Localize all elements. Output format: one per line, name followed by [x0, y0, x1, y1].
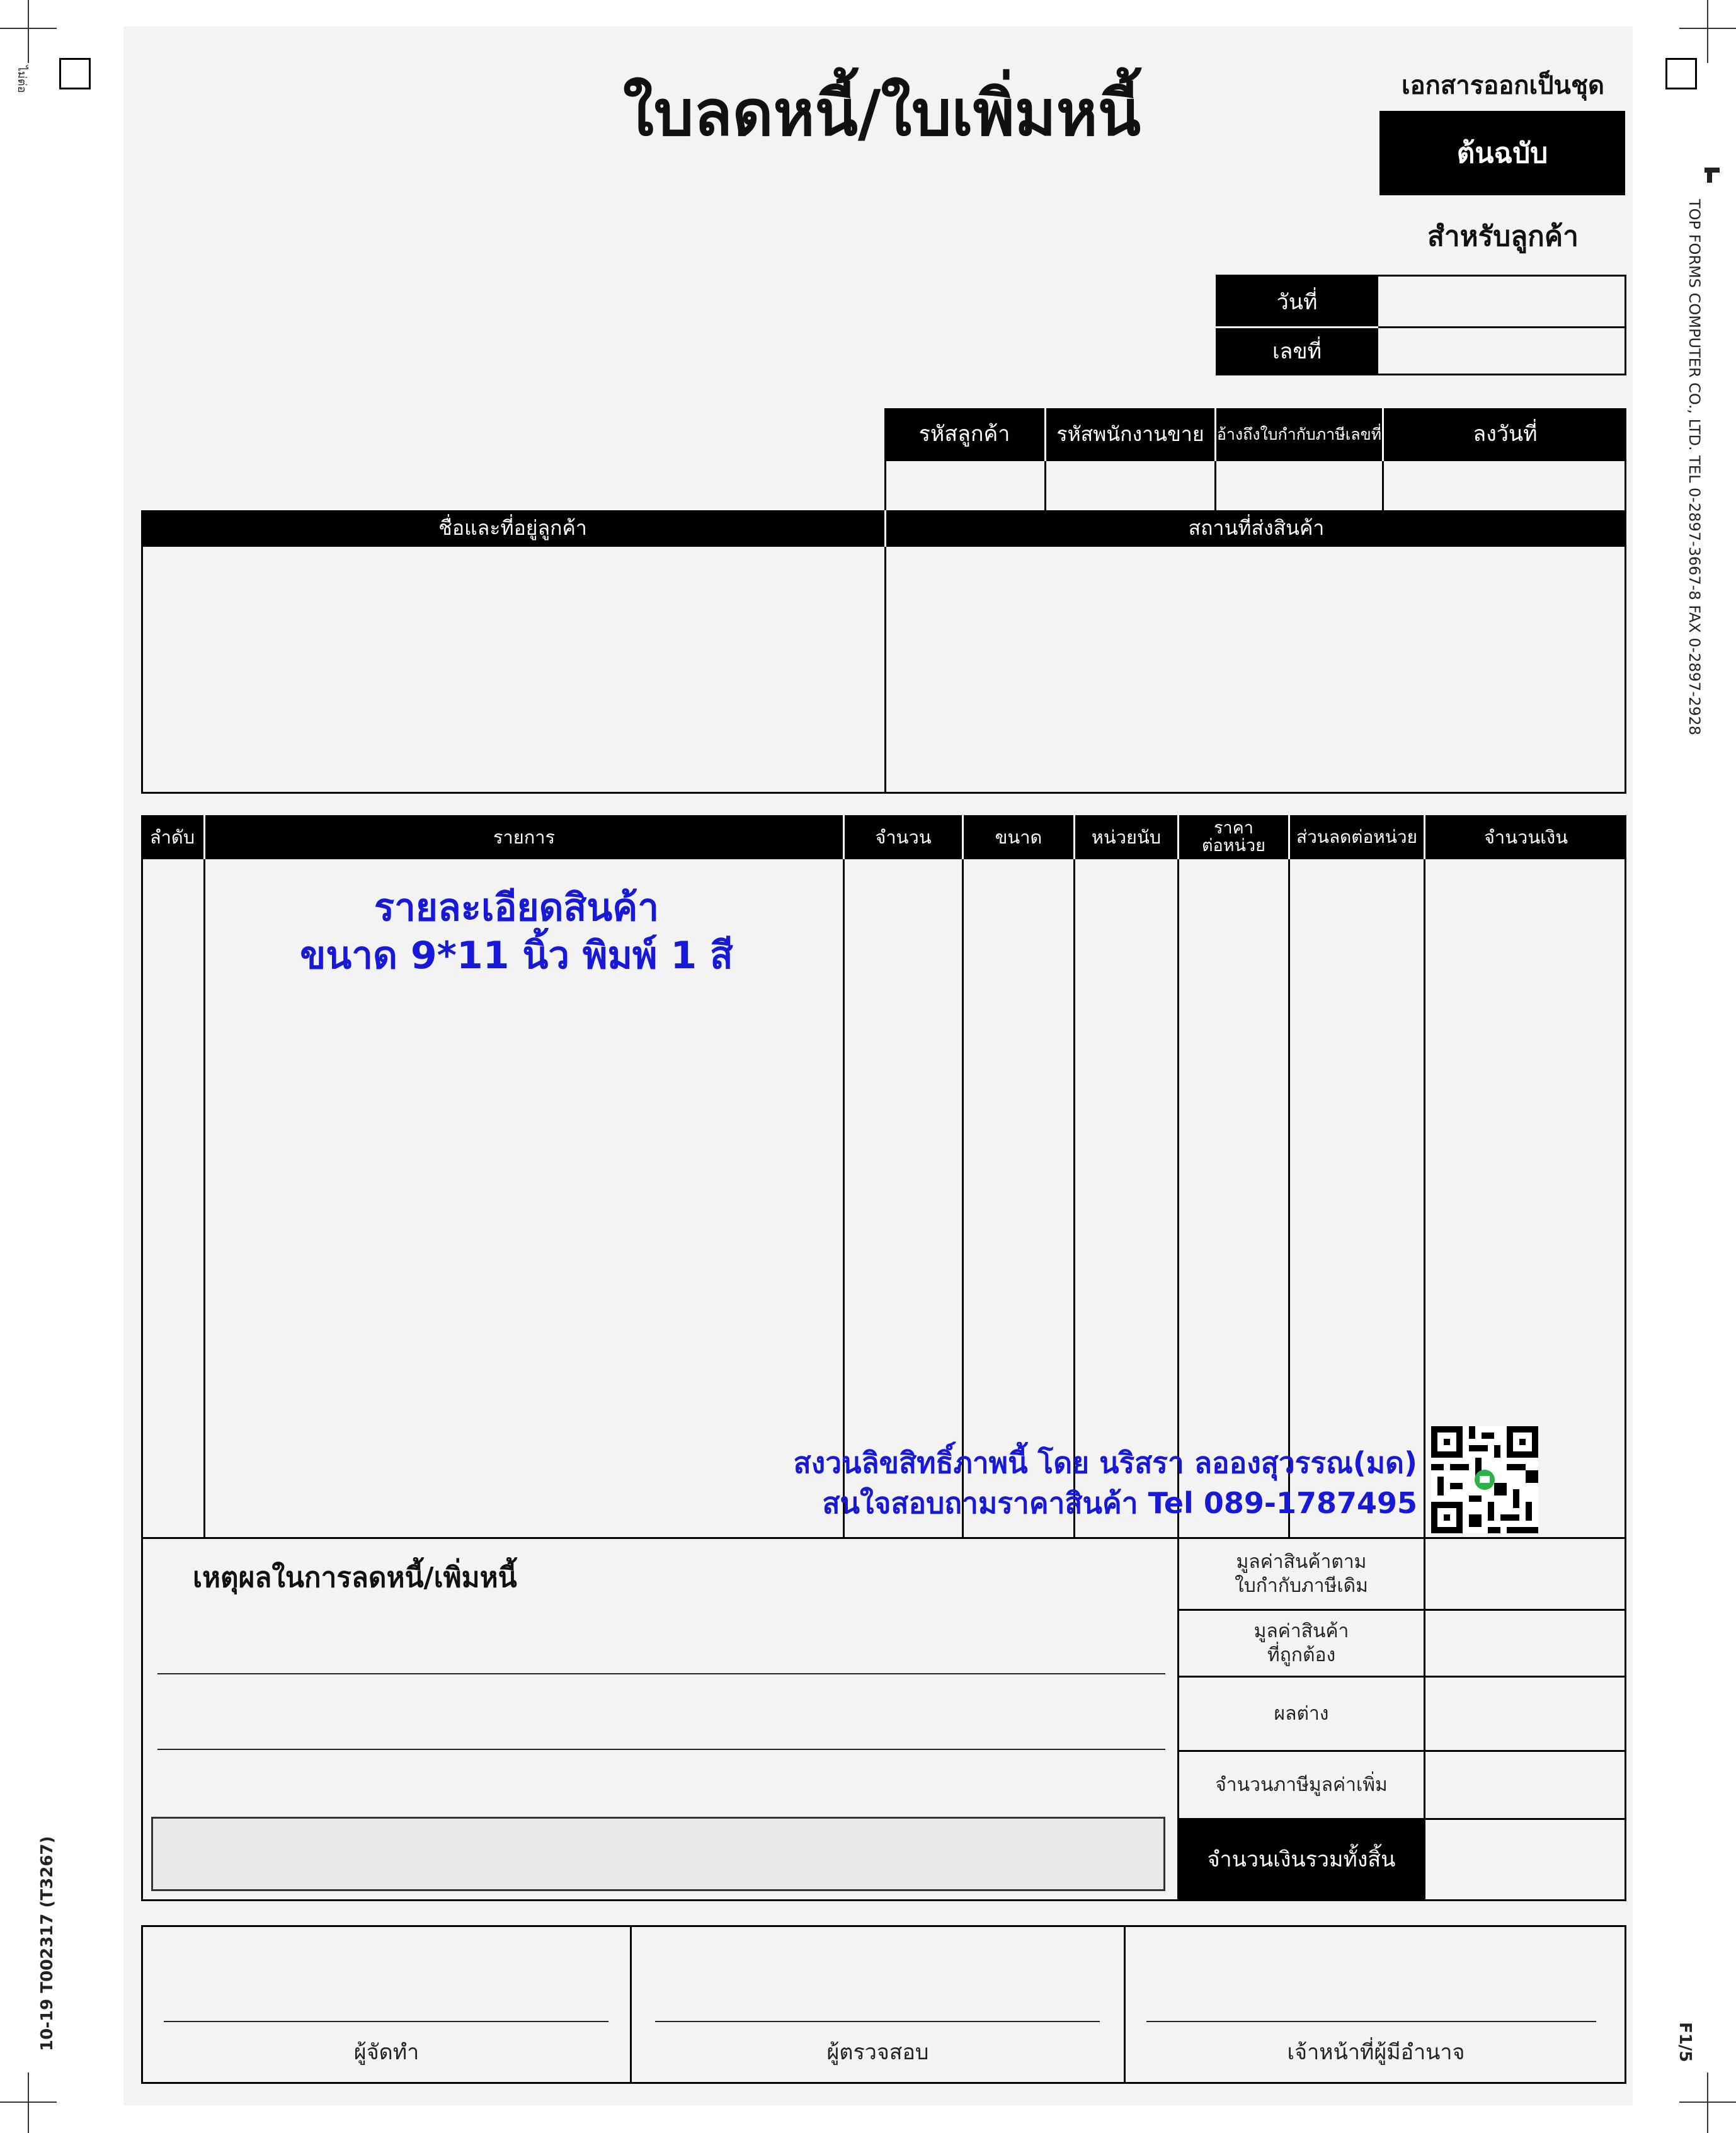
reason-line-2[interactable]: [157, 1749, 1165, 1750]
contact-note: สนใจสอบถามราคาสินค้า Tel 089-1787495: [822, 1486, 1417, 1520]
original-value-field[interactable]: [1425, 1539, 1625, 1609]
number-field[interactable]: [1380, 328, 1625, 374]
promo-line-2: ขนาด 9*11 นิ้ว พิมพ์ 1 สี: [300, 933, 733, 978]
total-difference-label: ผลต่าง: [1274, 1702, 1329, 1725]
form-code: 10-19 T002317 (T3267): [38, 1836, 57, 2051]
top-left-mark: ไม่ต่อ: [15, 66, 28, 93]
signature-line-preparer[interactable]: [164, 2021, 608, 2022]
registration-box-left: [59, 58, 91, 89]
ref-header-ref-date: ลงวันที่: [1473, 421, 1538, 447]
qr-code-icon[interactable]: [1431, 1426, 1538, 1533]
publisher-logo-icon: [1703, 165, 1721, 184]
col-header-unit: หน่วยนับ: [1091, 826, 1162, 848]
reason-remark-box[interactable]: [151, 1817, 1165, 1891]
reason-label: เหตุผลในการลดหนี้/เพิ่มหนี้: [193, 1562, 517, 1594]
col-header-description: รายการ: [493, 826, 556, 848]
customer-address-label: ชื่อและที่อยู่ลูกค้า: [438, 516, 587, 540]
reason-line-1[interactable]: [157, 1673, 1165, 1674]
signature-label-authorizer: เจ้าหน้าที่ผู้มีอำนาจ: [1287, 2039, 1465, 2065]
signature-line-authorizer[interactable]: [1146, 2021, 1596, 2022]
ref-header-sales-code: รหัสพนักงานขาย: [1056, 422, 1204, 447]
document-title: ใบลดหนี้/ใบเพิ่มหนี้: [623, 76, 1141, 150]
col-header-size: ขนาด: [995, 826, 1042, 848]
registration-box-right: [1665, 58, 1697, 89]
total-correct-value-label: มูลค่าสินค้า ที่ถูกต้อง: [1253, 1620, 1349, 1666]
grand-total-label: จำนวนเงินรวมทั้งสิ้น: [1207, 1846, 1396, 1872]
copy-type-badge: ต้นฉบับ: [1379, 111, 1625, 195]
publisher-info: TOP FORMS COMPUTER CO., LTD. TEL 0-2897-3667-8 FAX 0-2897-2928: [1686, 199, 1703, 736]
total-original-value-label: มูลค่าสินค้าตาม ใบกำกับภาษีเดิม: [1235, 1551, 1368, 1597]
difference-field[interactable]: [1425, 1678, 1625, 1750]
col-header-amount: จำนวนเงิน: [1483, 826, 1568, 848]
total-vat-label: จำนวนภาษีมูลค่าเพิ่ม: [1215, 1773, 1388, 1796]
copy-set-label: เอกสารออกเป็นชุด: [1401, 71, 1605, 100]
date-label: วันที่: [1276, 290, 1318, 315]
ship-to-label: สถานที่ส่งสินค้า: [1188, 516, 1325, 540]
correct-value-field[interactable]: [1425, 1611, 1625, 1676]
col-header-quantity: จำนวน: [875, 826, 932, 848]
copy-for-label: สำหรับลูกค้า: [1427, 220, 1579, 253]
promo-line-1: รายละเอียดสินค้า: [374, 885, 660, 930]
ref-header-tax-invoice-no: อ้างถึงใบกำกับภาษีเลขที่: [1216, 425, 1382, 443]
number-label: เลขที่: [1272, 339, 1322, 364]
date-field[interactable]: [1380, 277, 1625, 326]
ref-header-customer-code: รหัสลูกค้า: [918, 421, 1010, 447]
copyright-note: สงวนลิขสิทธิ์ภาพนี้ โดย นริสรา ลอองสุวรรณ(มด): [793, 1446, 1417, 1480]
form-version: F1/5: [1676, 2022, 1694, 2062]
signature-label-preparer: ผู้จัดทำ: [353, 2039, 420, 2065]
signature-label-checker: ผู้ตรวจสอบ: [826, 2039, 929, 2065]
col-header-discount: ส่วนลดต่อหน่วย: [1296, 826, 1418, 848]
signature-line-checker[interactable]: [655, 2021, 1100, 2022]
col-header-unit-price: ราคา ต่อหน่วย: [1202, 818, 1265, 855]
col-header-seq: ลำดับ: [149, 826, 195, 848]
grand-total-field[interactable]: [1425, 1820, 1625, 1899]
vat-field[interactable]: [1425, 1752, 1625, 1818]
customer-address-field[interactable]: [144, 548, 883, 791]
ship-to-field[interactable]: [887, 548, 1624, 791]
